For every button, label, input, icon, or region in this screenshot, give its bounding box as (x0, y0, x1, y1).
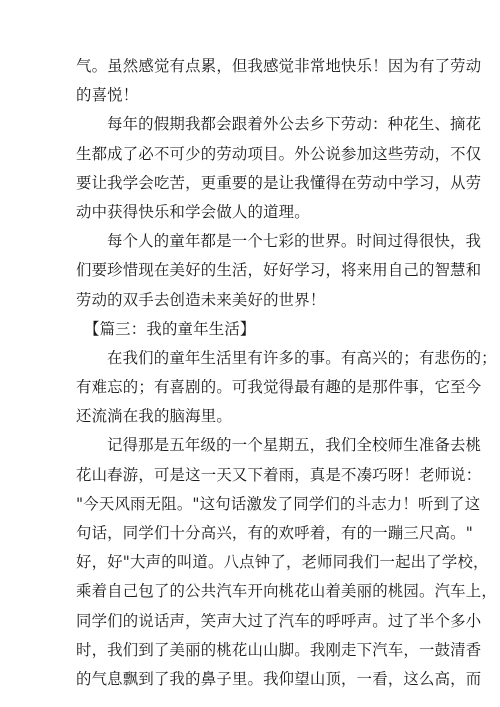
text-line: 句话，同学们十分高兴，有的欢呼着，有的一蹦三尺高。" (76, 524, 474, 542)
text-line: 要让我学会吃苦，更重要的是让我懂得在劳动中学习，从劳 (76, 173, 482, 192)
text-line: 同学们的说话声，笑声大过了汽车的呼呼声。过了半个多小 (76, 611, 482, 630)
text-line: 的喜悦！ (76, 86, 139, 105)
text-line: 时，我们到了美丽的桃花山山脚。我刚走下汽车，一鼓清香 (76, 640, 482, 659)
text-line: 在我们的童年生活里有许多的事。有高兴的；有悲伤的； (107, 348, 497, 367)
text-line: "今天风雨无阻。"这句话激发了同学们的斗志力！听到了这 (76, 494, 481, 513)
text-line: 们要珍惜现在美好的生活，好好学习，将来用自己的智慧和 (76, 261, 482, 280)
text-line: 动中获得快乐和学会做人的道理。 (76, 202, 310, 221)
text-line: 劳动的双手去创造未来美好的世界！ (76, 290, 326, 309)
text-line: 的气息飘到了我的鼻子里。我仰望山顶，一看，这么高，而 (76, 669, 482, 688)
text-line: 还流淌在我的脑海里。 (76, 407, 232, 426)
text-line: 花山春游，可是这一天又下着雨，真是不凑巧呀！老师说： (76, 465, 482, 484)
text-line: 好，好"大声的叫道。八点钟了，老师同我们一起出了学校， (76, 553, 489, 572)
text-line: 有难忘的；有喜剧的。可我觉得最有趣的是那件事，它至今 (76, 378, 482, 397)
text-line: 每年的假期我都会跟着外公去乡下劳动：种花生、摘花 (107, 115, 482, 134)
text-line: 每个人的童年都是一个七彩的世界。时间过得很快，我 (107, 232, 482, 251)
text-line: 生都成了必不可少的劳动项目。外公说参加这些劳动，不仅 (76, 144, 482, 163)
text-line: 乘着自己包了的公共汽车开向桃花山着美丽的桃园。汽车上， (76, 582, 497, 601)
text-line: 气。虽然感觉有点累，但我感觉非常地快乐！因为有了劳动 (76, 57, 482, 75)
text-line: 记得那是五年级的一个星期五，我们全校师生准备去桃 (107, 436, 482, 455)
section-heading: 【篇三：我的童年生活】 (84, 319, 256, 338)
